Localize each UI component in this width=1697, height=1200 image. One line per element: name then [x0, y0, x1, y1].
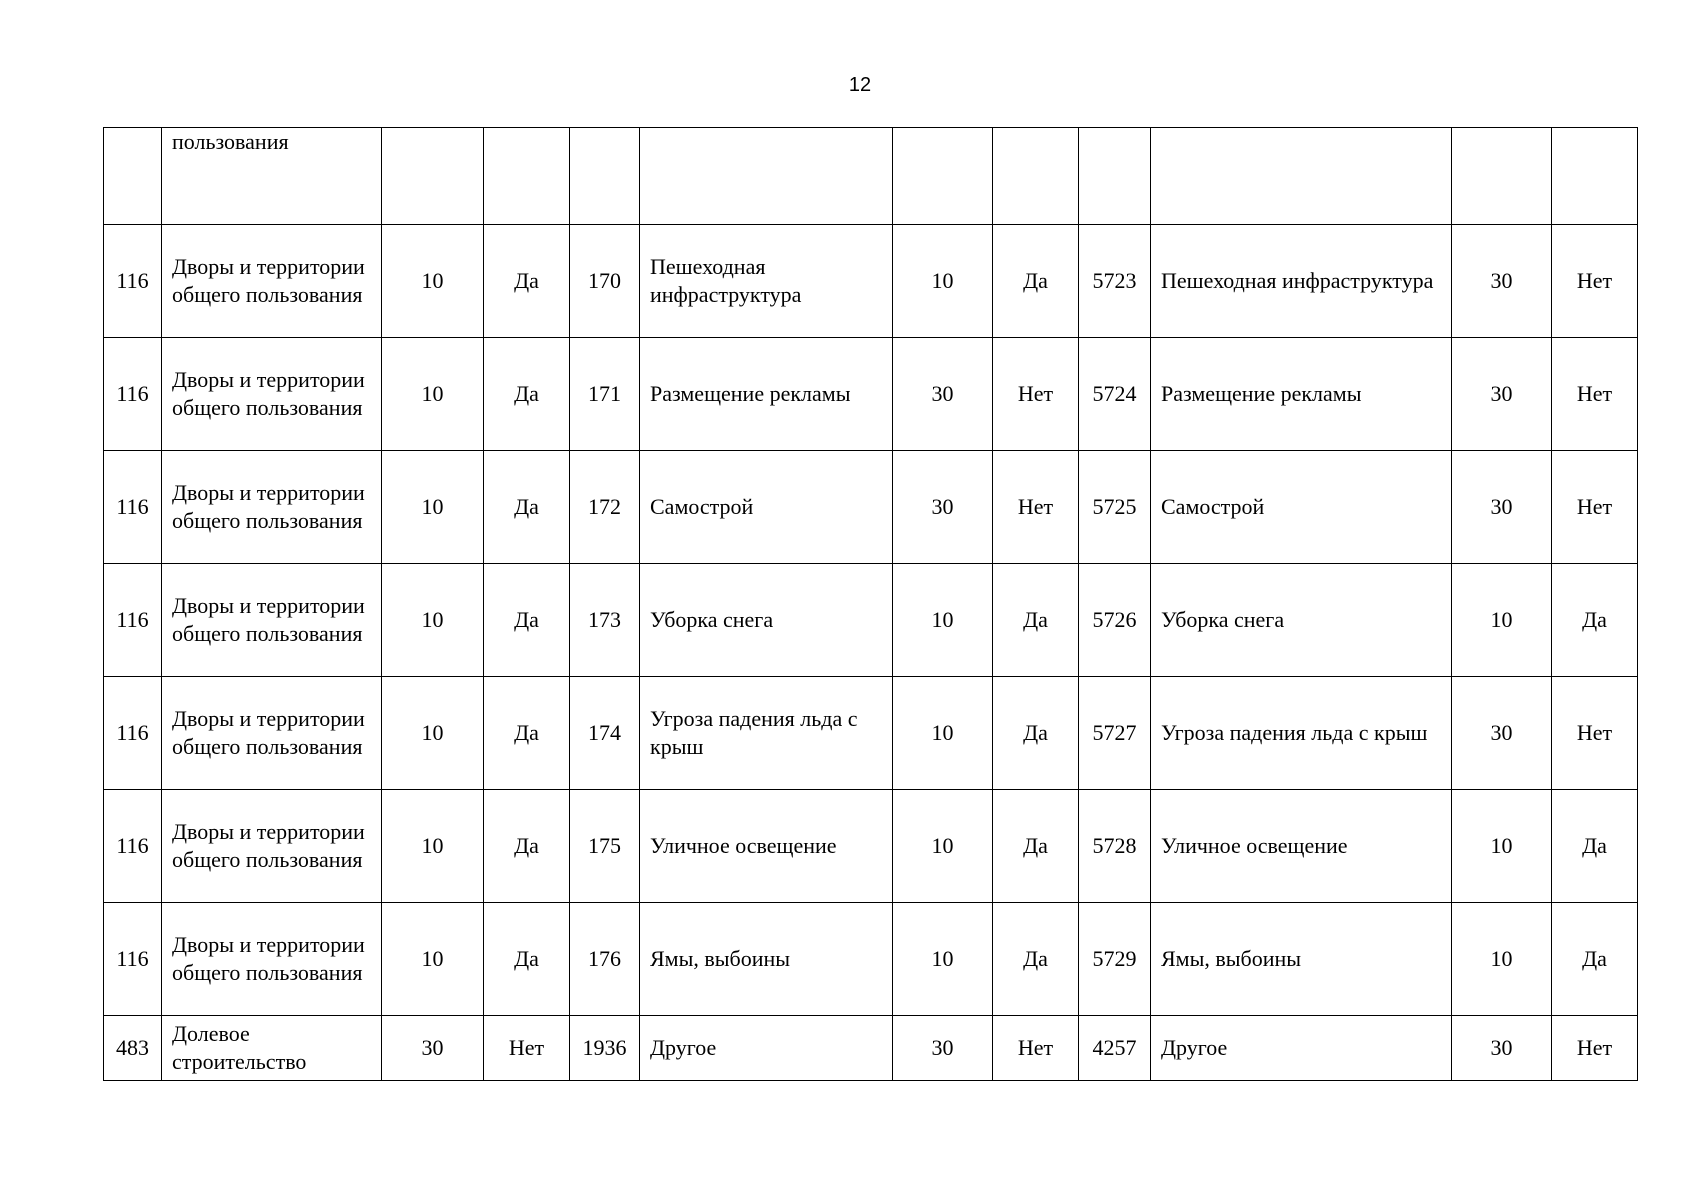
- table-cell: Самострой: [640, 451, 893, 564]
- table-cell: Дворы и территории общего пользования: [162, 790, 382, 903]
- table-row: [104, 790, 1638, 903]
- table-cell: Нет: [993, 451, 1079, 564]
- table-cell: 10: [893, 225, 993, 338]
- table-cell: Да: [1552, 903, 1638, 1016]
- table-cell: Да: [484, 564, 570, 677]
- table-cell: Уличное освещение: [1151, 790, 1452, 903]
- table-cell: 171: [570, 338, 640, 451]
- table-cell: Ямы, выбоины: [640, 903, 893, 1016]
- table-cell: 116: [104, 903, 162, 1016]
- table-cell: [1552, 128, 1638, 225]
- table-cell: 170: [570, 225, 640, 338]
- data-table: [103, 127, 1638, 1081]
- table-cell: [640, 128, 893, 225]
- table-cell: 116: [104, 564, 162, 677]
- table-cell: Да: [993, 677, 1079, 790]
- table-cell: Уборка снега: [640, 564, 893, 677]
- table-cell: Уборка снега: [1151, 564, 1452, 677]
- table-cell: 5723: [1079, 225, 1151, 338]
- page-number: 12: [848, 74, 872, 96]
- table-cell: 5726: [1079, 564, 1151, 677]
- table-cell: 10: [382, 338, 484, 451]
- table-cell: Пешеходная инфраструктура: [640, 225, 893, 338]
- table-cell: [570, 128, 640, 225]
- table-cell: 10: [382, 225, 484, 338]
- table-cell: 10: [893, 564, 993, 677]
- table-cell: 176: [570, 903, 640, 1016]
- table-row: [104, 564, 1638, 677]
- table-cell: 172: [570, 451, 640, 564]
- table-row: [104, 903, 1638, 1016]
- table-cell: 173: [570, 564, 640, 677]
- table-cell: Ямы, выбоины: [1151, 903, 1452, 1016]
- table-cell: 10: [1452, 564, 1552, 677]
- table-cell: Пешеходная инфраструктура: [1151, 225, 1452, 338]
- table-cell: Долевое строительство: [162, 1016, 382, 1081]
- table-row: [104, 451, 1638, 564]
- table-cell: 30: [1452, 225, 1552, 338]
- table-cell: 30: [893, 1016, 993, 1081]
- table-cell: 116: [104, 677, 162, 790]
- table-cell: 10: [1452, 790, 1552, 903]
- table-cell: Дворы и территории общего пользования: [162, 677, 382, 790]
- table-cell: 10: [893, 903, 993, 1016]
- table-cell: 10: [382, 677, 484, 790]
- table-cell: Угроза падения льда с крыш: [1151, 677, 1452, 790]
- table-row: [104, 338, 1638, 451]
- table-cell: Нет: [993, 1016, 1079, 1081]
- table-cell: 174: [570, 677, 640, 790]
- table-cell: 30: [1452, 451, 1552, 564]
- table-cell: 10: [1452, 903, 1552, 1016]
- table-cell: 30: [893, 451, 993, 564]
- table-cell: Дворы и территории общего пользования: [162, 225, 382, 338]
- table-cell: Да: [484, 338, 570, 451]
- table-cell: Да: [993, 564, 1079, 677]
- table-cell: Да: [484, 225, 570, 338]
- table-cell: Нет: [1552, 677, 1638, 790]
- table-cell: 483: [104, 1016, 162, 1081]
- table-cell: Да: [484, 903, 570, 1016]
- table-cell: Другое: [1151, 1016, 1452, 1081]
- table-cell: 4257: [1079, 1016, 1151, 1081]
- table-cell: Дворы и территории общего пользования: [162, 564, 382, 677]
- table-cell: Да: [484, 677, 570, 790]
- table-cell: Нет: [1552, 225, 1638, 338]
- table-cell: Да: [993, 225, 1079, 338]
- table-cell: 175: [570, 790, 640, 903]
- table-cell: Да: [484, 451, 570, 564]
- table-cell: 30: [382, 1016, 484, 1081]
- table-cell: 116: [104, 451, 162, 564]
- table-cell: [1151, 128, 1452, 225]
- table-cell: 10: [382, 790, 484, 903]
- table-cell: 116: [104, 338, 162, 451]
- table-cell: Да: [1552, 564, 1638, 677]
- table-cell: Да: [484, 790, 570, 903]
- table-cell: [1452, 128, 1552, 225]
- table-cell: Нет: [484, 1016, 570, 1081]
- table-cell: 10: [382, 564, 484, 677]
- table-cell: Размещение рекламы: [640, 338, 893, 451]
- table-cell: Нет: [993, 338, 1079, 451]
- table-cell: Угроза падения льда с крыш: [640, 677, 893, 790]
- table-cell: 30: [1452, 338, 1552, 451]
- table-row: [104, 128, 1638, 225]
- table-cell: Другое: [640, 1016, 893, 1081]
- table-cell: 1936: [570, 1016, 640, 1081]
- table-cell: [104, 128, 162, 225]
- table-cell: 30: [893, 338, 993, 451]
- table-cell: 10: [382, 451, 484, 564]
- table-cell: 10: [893, 677, 993, 790]
- table-cell: Размещение рекламы: [1151, 338, 1452, 451]
- table-cell: Нет: [1552, 338, 1638, 451]
- table-row: [104, 677, 1638, 790]
- table-cell: Да: [1552, 790, 1638, 903]
- table-cell: 30: [1452, 677, 1552, 790]
- table-cell: 116: [104, 225, 162, 338]
- table-cell: [1079, 128, 1151, 225]
- table-cell: Дворы и территории общего пользования: [162, 903, 382, 1016]
- table-cell: Самострой: [1151, 451, 1452, 564]
- table-cell: Да: [993, 903, 1079, 1016]
- table-cell: [993, 128, 1079, 225]
- table-cell: Уличное освещение: [640, 790, 893, 903]
- table-cell: 5729: [1079, 903, 1151, 1016]
- table-cell: 5724: [1079, 338, 1151, 451]
- table-cell: Нет: [1552, 1016, 1638, 1081]
- table-cell: пользования: [162, 128, 382, 225]
- table-row: [104, 1016, 1638, 1081]
- table-cell: [484, 128, 570, 225]
- table-cell: 5728: [1079, 790, 1151, 903]
- table-cell: [893, 128, 993, 225]
- table-cell: 5725: [1079, 451, 1151, 564]
- table-cell: Нет: [1552, 451, 1638, 564]
- table-cell: Дворы и территории общего пользования: [162, 338, 382, 451]
- table-row: [104, 225, 1638, 338]
- table-cell: 10: [893, 790, 993, 903]
- table-cell: 5727: [1079, 677, 1151, 790]
- table-cell: Дворы и территории общего пользования: [162, 451, 382, 564]
- table-cell: 30: [1452, 1016, 1552, 1081]
- table-cell: 10: [382, 903, 484, 1016]
- table-cell: Да: [993, 790, 1079, 903]
- table-cell: 116: [104, 790, 162, 903]
- table-cell: [382, 128, 484, 225]
